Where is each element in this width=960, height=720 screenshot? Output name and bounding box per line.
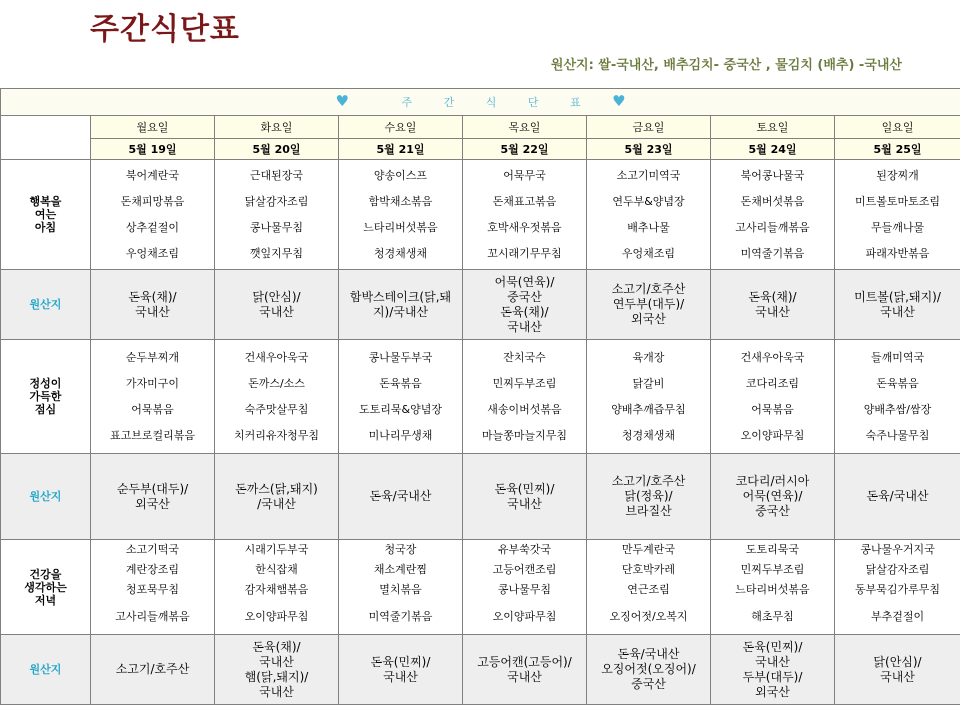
dish-item: 배추나물 xyxy=(627,220,670,234)
dish-item: 호박새우젓볶음 xyxy=(487,220,562,234)
dish-item: 오이양파무침 xyxy=(740,428,805,442)
dish-item: 만두계란국 xyxy=(621,543,676,556)
dish-item: 무들깨나물 xyxy=(870,220,925,234)
dish-item: 표고브로컬리볶음 xyxy=(109,428,195,442)
lunch-row xyxy=(1,340,960,454)
dish-item: 느타리버섯볶음 xyxy=(363,220,438,234)
dish-item: 닭갈비 xyxy=(632,376,665,390)
breakfast-origin-cell xyxy=(339,270,463,340)
origin-text: 닭(안심)/ 국내산 xyxy=(873,654,922,684)
dish-item: 도토리묵&양념장 xyxy=(359,402,442,416)
origin-label: 원산지 xyxy=(1,270,91,340)
day-header: 월요일 xyxy=(91,116,215,139)
dish-item: 계란장조림 xyxy=(125,563,180,576)
dinner-menu-cell xyxy=(463,540,587,635)
day-header: 화요일 xyxy=(215,116,339,139)
lunch-menu-cell xyxy=(711,340,835,454)
origin-text: 돈육(채)/ 국내산 햄(닭,돼지)/ 국내산 xyxy=(244,639,309,699)
dinner-menu-cell xyxy=(587,540,711,635)
date-header: 5월 24일 xyxy=(711,139,835,160)
dish-item: 고등어캔조림 xyxy=(492,563,557,576)
dish-item: 민찌두부조림 xyxy=(492,376,557,390)
origin-text: 돈육(채)/ 국내산 xyxy=(748,289,797,319)
heart-icon: ♥ xyxy=(612,92,626,110)
dinner-origin-cell xyxy=(711,635,835,705)
dish-item: 닭살감자조림 xyxy=(244,194,309,208)
dish-item: 들깨미역국 xyxy=(870,350,925,364)
dish-item: 유부쑥갓국 xyxy=(497,543,552,556)
dish-item: 청포묵무침 xyxy=(125,583,180,596)
dish-item: 돈까스/소스 xyxy=(248,376,305,390)
dish-item: 소고기미역국 xyxy=(616,168,681,182)
dinner-origin-cell xyxy=(339,635,463,705)
dish-item: 파래자반볶음 xyxy=(865,246,930,260)
dish-item: 닭살감자조림 xyxy=(865,563,930,576)
dish-item: 연두부&양념장 xyxy=(612,194,685,208)
heart-icon: ♥ xyxy=(335,92,349,110)
dish-item: 시래기두부국 xyxy=(244,543,309,556)
date-header: 5월 21일 xyxy=(339,139,463,160)
dish-item: 양배추쌈/쌈장 xyxy=(863,402,932,416)
dish-item: 돈육볶음 xyxy=(379,376,422,390)
origin-text: 어묵(연육)/ 중국산 돈육(채)/ 국내산 xyxy=(494,274,555,334)
origin-text: 미트볼(닭,돼지)/ 국내산 xyxy=(854,289,941,319)
dish-item: 근대된장국 xyxy=(249,168,304,182)
dish-item: 돈채표고볶음 xyxy=(492,194,557,208)
dish-item: 함박채소볶음 xyxy=(368,194,433,208)
dinner-origin-row xyxy=(1,635,960,705)
dish-item: 청경채생채 xyxy=(621,428,676,442)
origin-text: 돈육(민찌)/ 국내산 xyxy=(494,481,555,511)
dish-item: 미역줄기볶음 xyxy=(368,610,433,623)
breakfast-menu-cell xyxy=(711,160,835,270)
origin-note: 원산지: 쌀-국내산, 배추김치- 중국산 , 물김치 (배추) -국내산 xyxy=(550,58,902,73)
lunch-origin-cell xyxy=(463,454,587,540)
dish-item: 감자채햄볶음 xyxy=(244,583,309,596)
dish-item: 치커리유자청무침 xyxy=(233,428,319,442)
breakfast-label: 행복을 여는 아침 xyxy=(1,160,91,270)
lunch-menu-cell xyxy=(91,340,215,454)
origin-text: 소고기/호주산 xyxy=(115,662,190,676)
dish-item: 연근조림 xyxy=(627,583,670,596)
origin-text: 돈육/국내산 오징어젓(오징어)/ 중국산 xyxy=(601,647,696,691)
origin-text: 함박스테이크(닭,돼 지)/국내산 xyxy=(349,289,452,319)
dish-item: 돈채피망볶음 xyxy=(120,194,185,208)
breakfast-menu-cell xyxy=(463,160,587,270)
breakfast-origin-cell xyxy=(835,270,960,340)
dish-item: 콩나물우거지국 xyxy=(860,543,935,556)
origin-text: 돈육(민찌)/ 국내산 xyxy=(370,654,431,684)
lunch-origin-cell xyxy=(91,454,215,540)
origin-text: 소고기/호주산 닭(정육)/ 브라질산 xyxy=(611,474,686,518)
origin-text: 순두부(대두)/ 외국산 xyxy=(116,481,189,511)
breakfast-menu-cell xyxy=(91,160,215,270)
banner xyxy=(1,89,960,116)
day-header: 토요일 xyxy=(711,116,835,139)
dish-item: 소고기떡국 xyxy=(125,543,180,556)
dish-item: 어묵무국 xyxy=(503,168,546,182)
origin-text: 돈육(민찌)/ 국내산 두부(대두)/ 외국산 xyxy=(742,639,803,699)
dish-item: 숙주맛살무침 xyxy=(244,402,309,416)
date-header: 5월 23일 xyxy=(587,139,711,160)
lunch-origin-cell xyxy=(215,454,339,540)
dish-item: 부추겉절이 xyxy=(870,610,925,623)
breakfast-menu-cell xyxy=(215,160,339,270)
dinner-menu-cell xyxy=(835,540,960,635)
dish-item: 숙주나물무침 xyxy=(865,428,930,442)
origin-label: 원산지 xyxy=(1,454,91,540)
breakfast-origin-cell xyxy=(91,270,215,340)
dish-item: 한식잡채 xyxy=(255,563,298,576)
dish-item: 청경채생채 xyxy=(373,246,428,260)
dish-item: 북어콩나물국 xyxy=(740,168,805,182)
dish-item: 새송이버섯볶음 xyxy=(487,402,562,416)
day-header: 일요일 xyxy=(835,116,960,139)
origin-text: 코다리/러시아 어묵(연육)/ 중국산 xyxy=(735,474,810,518)
origin-text: 소고기/호주산 연두부(대두)/ 외국산 xyxy=(611,282,686,326)
dinner-label: 건강을 생각하는 저녁 xyxy=(1,540,91,635)
origin-text: 돈육/국내산 xyxy=(369,489,432,503)
dinner-menu-cell xyxy=(711,540,835,635)
dish-item: 양송이스프 xyxy=(373,168,428,182)
dish-item: 어묵볶음 xyxy=(131,402,174,416)
dish-item: 미역줄기볶음 xyxy=(740,246,805,260)
dish-item: 북어계란국 xyxy=(125,168,180,182)
dish-item: 잔치국수 xyxy=(503,350,546,364)
breakfast-origin-cell xyxy=(215,270,339,340)
breakfast-origin-cell xyxy=(711,270,835,340)
page-title: 주간식단표 xyxy=(90,12,240,47)
dish-item: 꼬시래기무무침 xyxy=(487,246,562,260)
origin-text: 돈육/국내산 xyxy=(866,489,929,503)
dish-item: 단호박카레 xyxy=(621,563,676,576)
date-header: 5월 22일 xyxy=(463,139,587,160)
origin-text: 고등어캔(고등어)/ 국내산 xyxy=(477,654,572,684)
breakfast-origin-cell xyxy=(587,270,711,340)
breakfast-row xyxy=(1,160,960,270)
dish-item: 건새우아욱국 xyxy=(244,350,309,364)
banner-title: 주 간 식 단 표 xyxy=(401,96,595,109)
dish-item: 고사리들깨볶음 xyxy=(735,220,810,234)
dish-item: 콩나물무침 xyxy=(249,220,304,234)
dish-item: 미나리무생채 xyxy=(368,428,433,442)
lunch-origin-cell xyxy=(587,454,711,540)
dinner-menu-cell xyxy=(91,540,215,635)
dish-item: 우엉채조림 xyxy=(621,246,676,260)
dish-item: 미트볼토마토조림 xyxy=(855,194,941,208)
dinner-origin-cell xyxy=(91,635,215,705)
dish-item: 돈채버섯볶음 xyxy=(740,194,805,208)
breakfast-menu-cell xyxy=(339,160,463,270)
breakfast-origin-row xyxy=(1,270,960,340)
dish-item: 어묵볶음 xyxy=(751,402,794,416)
lunch-menu-cell xyxy=(339,340,463,454)
breakfast-menu-cell xyxy=(835,160,960,270)
dish-item: 상추겉절이 xyxy=(125,220,180,234)
menu-table xyxy=(0,88,960,705)
dish-item: 코다리조림 xyxy=(745,376,800,390)
lunch-menu-cell xyxy=(835,340,960,454)
lunch-origin-row xyxy=(1,454,960,540)
lunch-origin-cell xyxy=(835,454,960,540)
dish-item: 청국장 xyxy=(384,543,417,556)
lunch-menu-cell xyxy=(587,340,711,454)
lunch-origin-cell xyxy=(711,454,835,540)
dish-item: 콩나물두부국 xyxy=(368,350,433,364)
date-header: 5월 20일 xyxy=(215,139,339,160)
dish-item: 깻잎지무침 xyxy=(249,246,304,260)
breakfast-menu-cell xyxy=(587,160,711,270)
lunch-menu-cell xyxy=(463,340,587,454)
dish-item: 멸치볶음 xyxy=(379,583,422,596)
dinner-origin-cell xyxy=(587,635,711,705)
dish-item: 콩나물무침 xyxy=(497,583,552,596)
dish-item: 동부묵김가루무침 xyxy=(855,583,941,596)
dish-item: 채소계란찜 xyxy=(373,563,428,576)
lunch-label: 정성이 가득한 점심 xyxy=(1,340,91,454)
date-header: 5월 25일 xyxy=(835,139,960,160)
breakfast-origin-cell xyxy=(463,270,587,340)
dish-item: 민찌두부조림 xyxy=(740,563,805,576)
dinner-origin-cell xyxy=(463,635,587,705)
dish-item: 된장찌개 xyxy=(876,168,919,182)
dish-item: 오징어젓/오복지 xyxy=(609,610,688,623)
lunch-menu-cell xyxy=(215,340,339,454)
dish-item: 우엉채조림 xyxy=(125,246,180,260)
lunch-origin-cell xyxy=(339,454,463,540)
dish-item: 고사리들깨볶음 xyxy=(115,610,190,623)
dish-item: 오이양파무침 xyxy=(244,610,309,623)
dinner-row xyxy=(1,540,960,635)
dish-item: 육개장 xyxy=(632,350,665,364)
dinner-menu-cell xyxy=(339,540,463,635)
dish-item: 마늘쫑마늘지무침 xyxy=(481,428,567,442)
dish-item: 순두부찌개 xyxy=(125,350,180,364)
origin-text: 돈까스(닭,돼지) /국내산 xyxy=(235,481,318,511)
day-header: 금요일 xyxy=(587,116,711,139)
dish-item: 해초무침 xyxy=(751,610,794,623)
day-header: 수요일 xyxy=(339,116,463,139)
origin-text: 닭(안심)/ 국내산 xyxy=(252,289,301,319)
dinner-menu-cell xyxy=(215,540,339,635)
origin-text: 돈육(채)/ 국내산 xyxy=(128,289,177,319)
dish-item: 도토리묵국 xyxy=(745,543,800,556)
dinner-origin-cell xyxy=(835,635,960,705)
dish-item: 느타리버섯볶음 xyxy=(735,583,810,596)
dish-item: 돈육볶음 xyxy=(876,376,919,390)
origin-label: 원산지 xyxy=(1,635,91,705)
corner-cell xyxy=(1,116,91,160)
dish-item: 가자미구이 xyxy=(125,376,180,390)
date-header: 5월 19일 xyxy=(91,139,215,160)
dish-item: 오이양파무침 xyxy=(492,610,557,623)
dinner-origin-cell xyxy=(215,635,339,705)
dish-item: 양배추깨즙무침 xyxy=(611,402,686,416)
day-header: 목요일 xyxy=(463,116,587,139)
dish-item: 건새우아욱국 xyxy=(740,350,805,364)
